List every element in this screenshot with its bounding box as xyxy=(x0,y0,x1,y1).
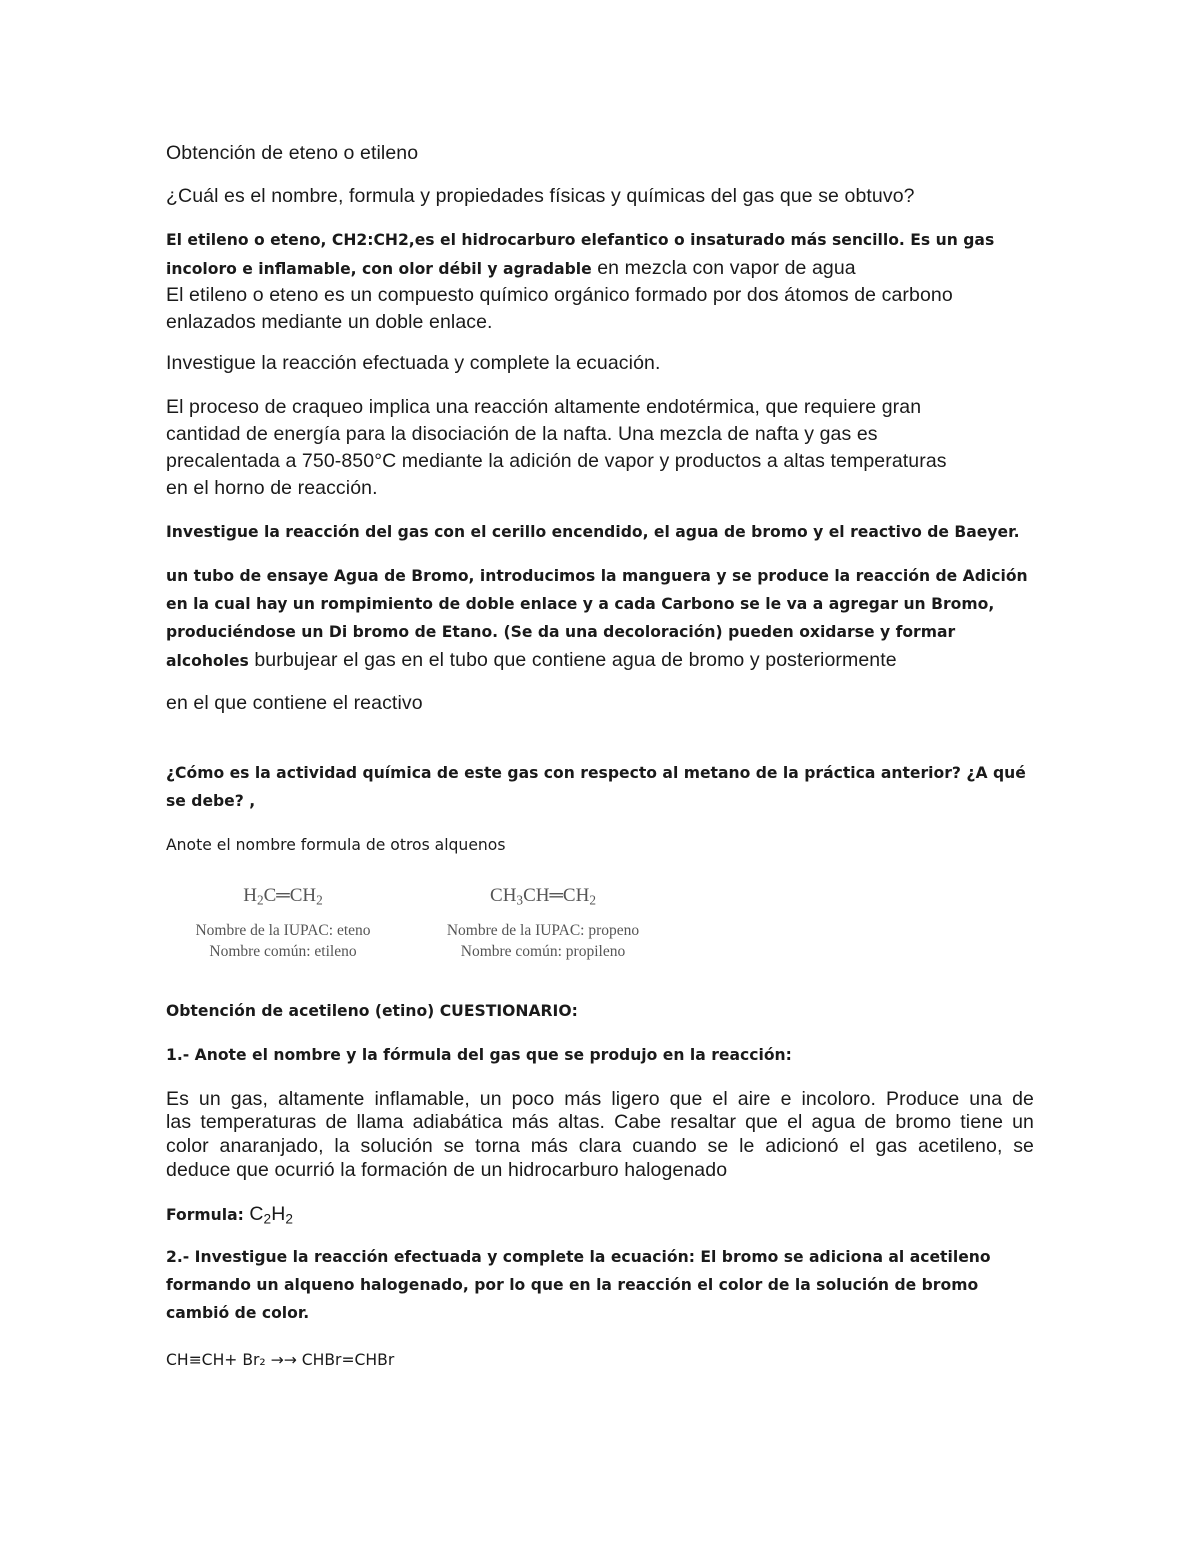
answer-3-line-3: produciéndose un Di bromo de Etano. (Se da una decoloración) pueden oxidarse y formar xyxy=(166,623,956,641)
question-3: Investigue la reacción del gas con el cerillo encendido, el agua de bromo y el reactivo de Baeyer. xyxy=(166,523,1020,541)
answer-1-line-2 xyxy=(166,254,856,283)
answer-1-line-4: enlazados mediante un doble enlace. xyxy=(166,311,493,333)
alkene-propene xyxy=(418,884,668,962)
ethene-common: Nombre común: etileno xyxy=(209,943,357,961)
answer-1-rest-text: en mezcla con vapor de agua xyxy=(591,257,856,279)
propene-formula: $CH_3CH═CH_2$ xyxy=(490,885,596,908)
question-4-line-1: ¿Cómo es la actividad química de este gas con respecto al metano de la práctica anterior? ¿A qué xyxy=(166,764,1026,782)
answer-2-line-2: cantidad de energía para la disociación de la nafta. Una mezcla de nafta y gas es xyxy=(166,423,878,445)
answer-3-line-4 xyxy=(166,646,897,675)
answer-3-line-5: en el que contiene el reactivo xyxy=(166,692,423,714)
propene-common: Nombre común: propileno xyxy=(460,943,626,961)
answer-2-line-4: en el horno de reacción. xyxy=(166,477,378,499)
section-2-answer-line-1: Es un gas, altamente inflamable, un poco más ligero que el aire e incoloro. Produce una de xyxy=(166,1088,1034,1110)
formula-label: Formula: xyxy=(166,1206,250,1224)
question-5: Anote el nombre formula de otros alquenos xyxy=(166,836,506,854)
answer-1-line-1: El etileno o eteno, CH2:CH2,es el hidrocarburo elefantico o insaturado más sencillo. Es un gas xyxy=(166,231,995,249)
answer-1-bold-text: incoloro e inflamable, con olor débil y agradable xyxy=(166,260,592,278)
section-2-answer-line-2: las temperaturas de llama adiabática más altas. Cabe resaltar que el agua de bromo tiene un xyxy=(166,1111,1034,1133)
answer-2-line-3: precalentada a 750-850°C mediante la adición de vapor y productos a altas temperaturas xyxy=(166,450,947,472)
alkene-ethene xyxy=(173,884,393,962)
formula-value: $C_2H_2$ xyxy=(249,1203,294,1227)
question-2: Investigue la reacción efectuada y complete la ecuación. xyxy=(166,352,661,374)
section-2-question-2-line-2: formando un alqueno halogenado, por lo que en la reacción el color de la solución de bromo xyxy=(166,1276,979,1294)
answer-3-rest-text: burbujear el gas en el tubo que contiene agua de bromo y posteriormente xyxy=(248,649,897,671)
section-2-question-2-line-3: cambió de color. xyxy=(166,1304,310,1322)
question-4-line-2: se debe? , xyxy=(166,792,256,810)
answer-3-line-1: un tubo de ensaye Agua de Bromo, introducimos la manguera y se produce la reacción de Adición xyxy=(166,567,1028,585)
section-2-answer-line-4: deduce que ocurrió la formación de un hidrocarburo halogenado xyxy=(166,1159,728,1181)
ethene-formula: $H_2C═CH_2$ xyxy=(243,885,323,908)
formula-line xyxy=(166,1200,293,1233)
answer-3-line-2: en la cual hay un rompimiento de doble enlace y a cada Carbono se le va a agregar un Bromo, xyxy=(166,595,995,613)
section-2-question-1: 1.- Anote el nombre y la fórmula del gas que se produjo en la reacción: xyxy=(166,1046,792,1064)
section-2-answer-line-3: color anaranjado, la solución se torna más clara cuando se le adicionó el gas acetileno, se xyxy=(166,1135,1034,1157)
answer-2-line-1: El proceso de craqueo implica una reacción altamente endotérmica, que requiere gran xyxy=(166,396,922,418)
section-2-question-2-line-1: 2.- Investigue la reacción efectuada y complete la ecuación: El bromo se adiciona al acetileno xyxy=(166,1248,991,1266)
section-2-title: Obtención de acetileno (etino) CUESTIONARIO: xyxy=(166,1002,578,1020)
page-title: Obtención de eteno o etileno xyxy=(166,142,419,164)
question-1: ¿Cuál es el nombre, formula y propiedades físicas y químicas del gas que se obtuvo? xyxy=(166,185,915,207)
propene-iupac: Nombre de la IUPAC: propeno xyxy=(446,922,640,940)
answer-1-line-3: El etileno o eteno es un compuesto químico orgánico formado por dos átomos de carbono xyxy=(166,284,953,306)
answer-3-bold-text: alcoholes xyxy=(166,652,249,670)
ethene-iupac: Nombre de la IUPAC: eteno xyxy=(195,922,371,940)
reaction-equation: CH≡CH+ Br₂ →→ CHBr=CHBr xyxy=(166,1351,395,1369)
